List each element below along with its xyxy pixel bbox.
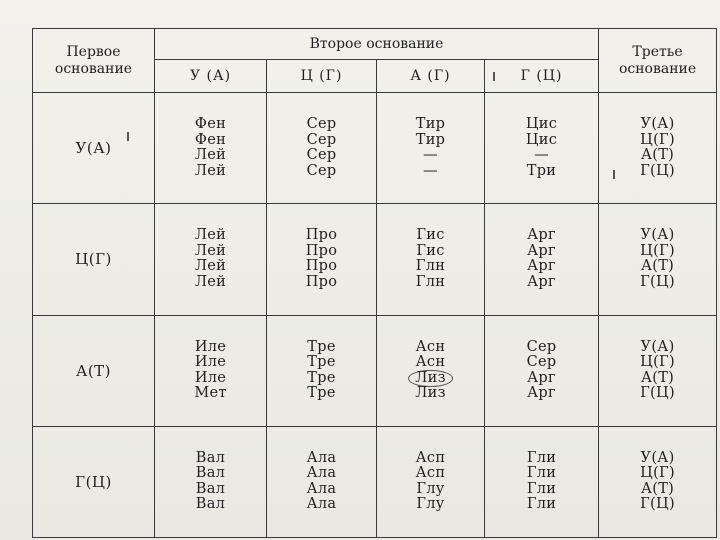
amino-acid (155, 386, 266, 402)
amino-acid (155, 148, 266, 164)
amino-acid-label: Цис (525, 131, 558, 148)
amino-acid-label: Иле (194, 369, 227, 386)
amino-acid-label: Ала (306, 496, 337, 513)
amino-acid (377, 386, 484, 402)
amino-acid-cell (377, 315, 485, 426)
third-base-label: А(Т) (640, 147, 675, 164)
amino-acid-label: Ала (306, 480, 337, 497)
amino-acid (377, 117, 484, 133)
amino-acid (485, 228, 598, 244)
third-base-header (599, 29, 717, 93)
second-base-column-header: Ц (Г) (267, 60, 377, 93)
amino-acid-label: Гис (416, 227, 445, 244)
amino-acid-label: Тре (307, 369, 336, 386)
amino-acid-label: Тир (415, 116, 446, 133)
amino-acid-label: Тре (307, 354, 336, 371)
amino-acid (485, 275, 598, 291)
amino-acid (485, 244, 598, 260)
header-row-1 (33, 29, 717, 60)
amino-acid (267, 371, 376, 387)
amino-acid-label: Сер (306, 162, 337, 179)
amino-acid-label: Ала (306, 465, 337, 482)
amino-acid-cell (485, 204, 599, 315)
amino-acid (377, 451, 484, 467)
amino-acid-label: Лиз (415, 385, 446, 402)
amino-acid-label: Глу (416, 496, 445, 513)
amino-acid-label: Вал (195, 449, 226, 466)
second-base-column-header: Г (Ц) (485, 60, 599, 93)
amino-acid-label: Лей (194, 162, 227, 179)
amino-acid-label: Гис (416, 242, 445, 259)
third-base-label: Г(Ц) (640, 385, 675, 402)
amino-acid-label: Вал (195, 496, 226, 513)
amino-acid-cell (485, 93, 599, 204)
scan-mark (493, 72, 495, 81)
amino-acid-cell (377, 204, 485, 315)
amino-acid (377, 228, 484, 244)
amino-acid (377, 497, 484, 513)
amino-acid-label: Про (305, 273, 338, 290)
amino-acid-label: Лей (194, 227, 227, 244)
first-base-cell: Г(Ц) (33, 426, 155, 537)
amino-acid-cell (267, 204, 377, 315)
amino-acid (485, 164, 598, 180)
amino-acid-label: Сер (306, 116, 337, 133)
amino-acid-label: — (423, 147, 438, 164)
amino-acid-label: Лей (194, 242, 227, 259)
second-base-column-header: А (Г) (377, 60, 485, 93)
amino-acid (485, 259, 598, 275)
amino-acid-label: Асп (415, 465, 446, 482)
amino-acid (155, 259, 266, 275)
amino-acid (267, 275, 376, 291)
amino-acid (485, 148, 598, 164)
codon-row (33, 426, 717, 537)
amino-acid-label: Мет (194, 385, 227, 402)
amino-acid (155, 340, 266, 356)
amino-acid (267, 228, 376, 244)
amino-acid (267, 451, 376, 467)
amino-acid (267, 117, 376, 133)
amino-acid-label: Глн (415, 273, 446, 290)
amino-acid-label: Арг (527, 227, 556, 244)
second-base-header: Второе основание (155, 29, 599, 60)
amino-acid-label: Вал (195, 480, 226, 497)
amino-acid (485, 451, 598, 467)
amino-acid (377, 244, 484, 260)
amino-acid-label: Иле (194, 354, 227, 371)
amino-acid (377, 259, 484, 275)
amino-acid-label: Вал (195, 465, 226, 482)
amino-acid-label: Лиз (408, 370, 453, 388)
amino-acid (267, 355, 376, 371)
amino-acid-label: Про (305, 258, 338, 275)
amino-acid (267, 244, 376, 260)
amino-acid-label: Фен (194, 131, 227, 148)
amino-acid (155, 228, 266, 244)
amino-acid-label: Про (305, 242, 338, 259)
amino-acid (267, 259, 376, 275)
amino-acid-label: Арг (527, 258, 556, 275)
third-base-label: У(А) (640, 116, 675, 133)
amino-acid (485, 386, 598, 402)
amino-acid-label: Асн (415, 338, 446, 355)
third-base-label: А(Т) (640, 369, 675, 386)
amino-acid (485, 482, 598, 498)
amino-acid-label: Гли (526, 480, 557, 497)
amino-acid-label: Лей (194, 258, 227, 275)
amino-acid-label: — (534, 147, 549, 164)
amino-acid (485, 133, 598, 149)
amino-acid-cell (377, 93, 485, 204)
amino-acid (485, 466, 598, 482)
amino-acid (155, 244, 266, 260)
amino-acid-cell (267, 426, 377, 537)
amino-acid-cell (377, 426, 485, 537)
amino-acid (485, 117, 598, 133)
third-base-label: Г(Ц) (640, 162, 675, 179)
amino-acid (267, 340, 376, 356)
amino-acid (485, 371, 598, 387)
amino-acid-label: Арг (527, 273, 556, 290)
amino-acid-label: Ала (306, 449, 337, 466)
third-base-label: У(А) (640, 338, 675, 355)
second-base-column-header: У (А) (155, 60, 267, 93)
third-base-label: А(Т) (640, 258, 675, 275)
amino-acid-label: Арг (527, 385, 556, 402)
amino-acid (377, 148, 484, 164)
amino-acid-cell (155, 426, 267, 537)
amino-acid-cell (485, 426, 599, 537)
amino-acid (155, 275, 266, 291)
amino-acid-label: Арг (527, 369, 556, 386)
amino-acid-label: Тре (307, 385, 336, 402)
amino-acid-label: — (423, 162, 438, 179)
amino-acid (267, 133, 376, 149)
amino-acid-label: Тир (415, 131, 446, 148)
first-base-cell: У(А) (33, 93, 155, 204)
amino-acid-label: Сер (526, 338, 557, 355)
first-base-header-line-1: Первое (66, 43, 121, 60)
amino-acid-label: Фен (194, 116, 227, 133)
amino-acid (267, 386, 376, 402)
amino-acid-label: Сер (526, 354, 557, 371)
amino-acid (377, 275, 484, 291)
first-base-cell: А(Т) (33, 315, 155, 426)
third-base-label: Ц(Г) (640, 242, 675, 259)
amino-acid-label: Про (305, 227, 338, 244)
amino-acid (155, 355, 266, 371)
amino-acid-label: Арг (527, 242, 556, 259)
third-base-cell (599, 93, 717, 204)
amino-acid-cell (155, 315, 267, 426)
third-base-header-line-1: Третье (632, 43, 683, 60)
amino-acid (485, 340, 598, 356)
amino-acid (267, 482, 376, 498)
amino-acid (267, 148, 376, 164)
codon-row (33, 315, 717, 426)
amino-acid (155, 451, 266, 467)
amino-acid (155, 164, 266, 180)
first-base-cell: Ц(Г) (33, 204, 155, 315)
amino-acid (377, 482, 484, 498)
amino-acid-label: Гли (526, 496, 557, 513)
amino-acid (377, 164, 484, 180)
third-base-cell (599, 315, 717, 426)
amino-acid (377, 340, 484, 356)
amino-acid-cell (155, 93, 267, 204)
amino-acid-cell (267, 315, 377, 426)
amino-acid (155, 133, 266, 149)
third-base-header-line-2: основание (618, 60, 697, 77)
third-base-label: Ц(Г) (640, 131, 675, 148)
first-base-header (33, 29, 155, 93)
amino-acid (377, 133, 484, 149)
third-base-label: У(А) (640, 227, 675, 244)
amino-acid (155, 482, 266, 498)
amino-acid (155, 117, 266, 133)
codon-row (33, 204, 717, 315)
amino-acid-cell (267, 93, 377, 204)
third-base-label: Г(Ц) (640, 496, 675, 513)
amino-acid-label: Лей (194, 147, 227, 164)
third-base-label: А(Т) (640, 480, 675, 497)
first-base-header-line-2: основание (54, 60, 133, 77)
amino-acid-cell (155, 204, 267, 315)
amino-acid (485, 355, 598, 371)
amino-acid-label: Сер (306, 147, 337, 164)
amino-acid-label: Сер (306, 131, 337, 148)
amino-acid-label: Глн (415, 258, 446, 275)
amino-acid (155, 371, 266, 387)
third-base-label: Г(Ц) (640, 273, 675, 290)
amino-acid-cell (485, 315, 599, 426)
third-base-label: У(А) (640, 449, 675, 466)
amino-acid (267, 164, 376, 180)
amino-acid (377, 355, 484, 371)
amino-acid-label: Асп (415, 449, 446, 466)
codon-row (33, 93, 717, 204)
amino-acid (155, 466, 266, 482)
amino-acid (377, 466, 484, 482)
scan-mark (613, 170, 615, 179)
amino-acid-label: Три (526, 162, 557, 179)
third-base-label: Ц(Г) (640, 465, 675, 482)
amino-acid-label: Гли (526, 449, 557, 466)
amino-acid-label: Глу (416, 480, 445, 497)
amino-acid (485, 497, 598, 513)
third-base-cell (599, 204, 717, 315)
table-body (33, 93, 717, 538)
amino-acid-label: Тре (307, 338, 336, 355)
amino-acid-label: Гли (526, 465, 557, 482)
third-base-cell (599, 426, 717, 537)
amino-acid-label: Асн (415, 354, 446, 371)
genetic-code-table (32, 28, 717, 538)
amino-acid (267, 497, 376, 513)
amino-acid (267, 466, 376, 482)
amino-acid-label: Иле (194, 338, 227, 355)
amino-acid (155, 497, 266, 513)
amino-acid (377, 371, 484, 387)
scan-mark (127, 132, 129, 141)
third-base-label: Ц(Г) (640, 354, 675, 371)
amino-acid-label: Лей (194, 273, 227, 290)
amino-acid-label: Цис (525, 116, 558, 133)
